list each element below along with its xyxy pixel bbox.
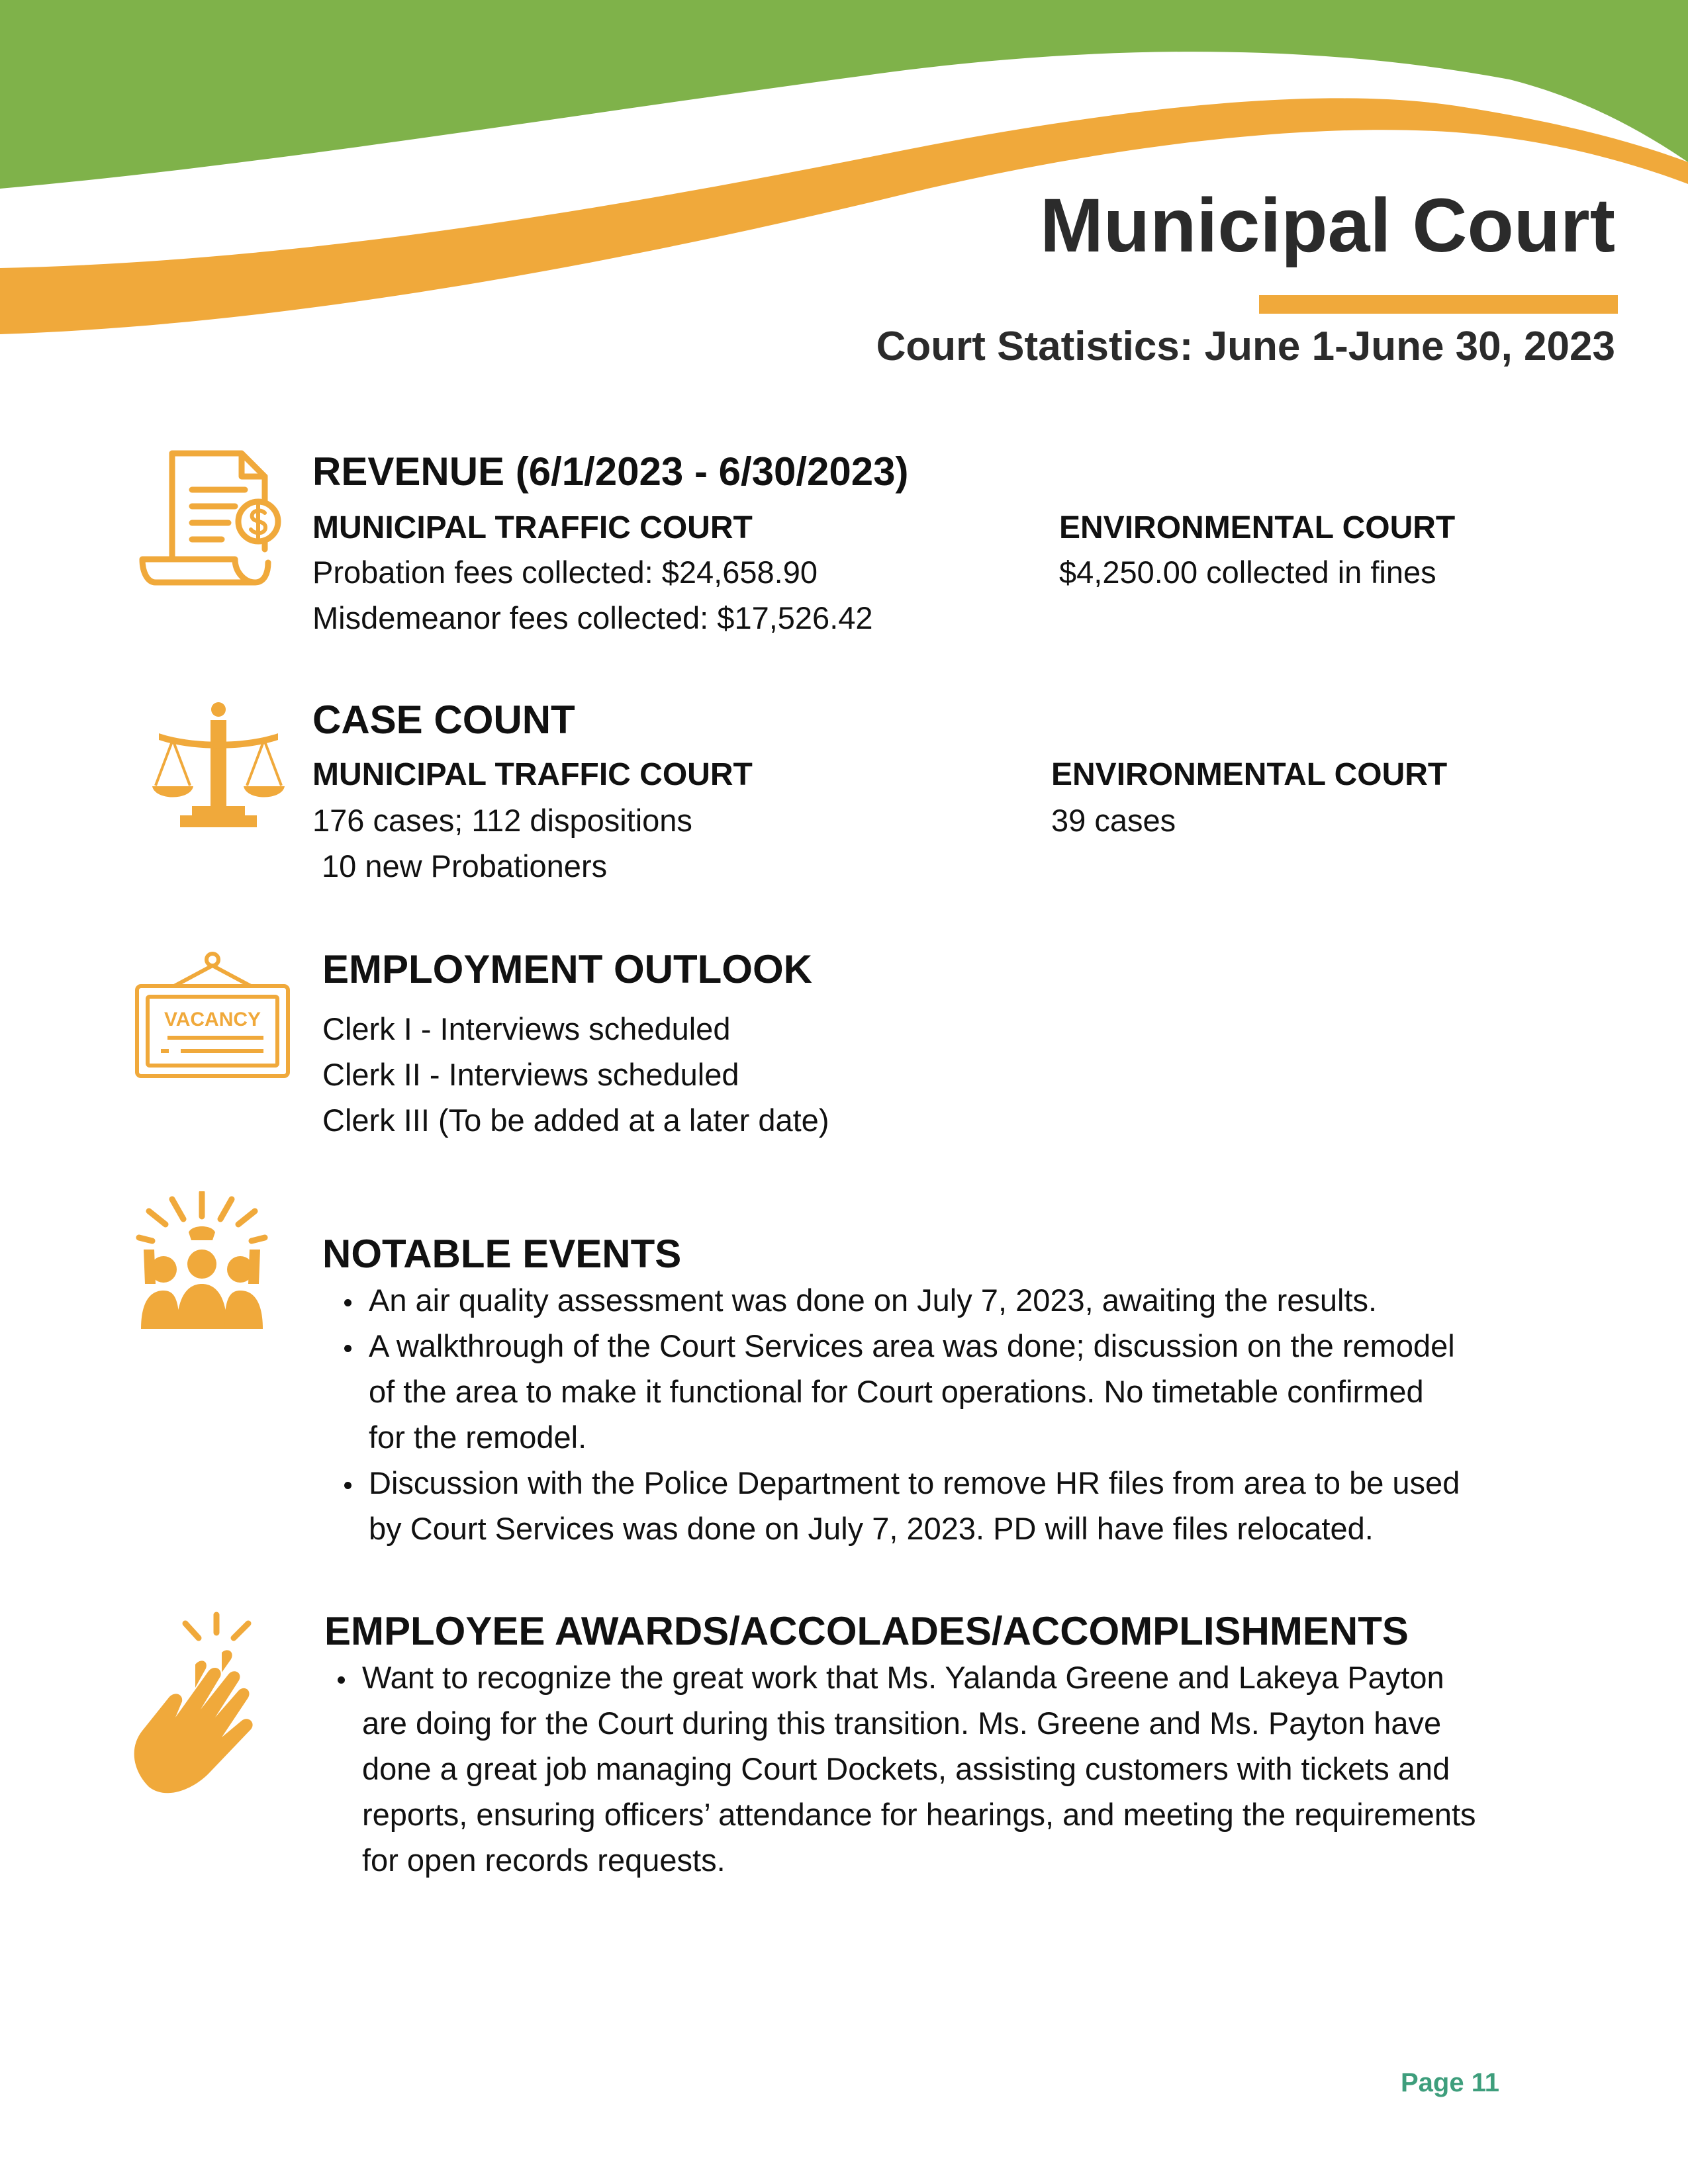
green-wave <box>0 0 1688 189</box>
vacancy-sign-icon <box>134 952 291 1079</box>
event-item <box>332 1460 1460 1551</box>
event-line: for the remodel. <box>369 1420 587 1455</box>
awards-heading: EMPLOYEE AWARDS/ACCOLADES/ACCOMPLISHMENTS <box>324 1609 1409 1653</box>
awards-list <box>326 1655 1476 1883</box>
award-line: are doing for the Court during this transition. Ms. Greene and Ms. Payton have <box>362 1706 1442 1741</box>
celebrating-people-icon <box>136 1191 268 1329</box>
event-line: of the area to make it functional for Court operations. No timetable confirmed <box>369 1374 1424 1409</box>
event-line: by Court Services was done on July 7, 2023. PD will have files relocated. <box>369 1511 1374 1546</box>
revenue-traffic-lines <box>312 549 873 641</box>
environmental-cases-text: 39 cases <box>1051 803 1176 838</box>
event-line: An air quality assessment was done on July 7, 2023, awaiting the results. <box>369 1283 1378 1318</box>
page-subtitle: Court Statistics: June 1-June 30, 2023 <box>876 324 1615 369</box>
new-probationers-text: 10 new Probationers <box>322 848 608 884</box>
clapping-hands-icon <box>129 1612 271 1797</box>
case-environmental-label: ENVIRONMENTAL COURT <box>1051 757 1448 792</box>
clerk-ii-text: Clerk II - Interviews scheduled <box>322 1057 739 1092</box>
award-line: done a great job managing Court Dockets, assisting customers with tickets and <box>362 1751 1450 1786</box>
case-environmental-lines <box>1051 797 1176 843</box>
event-item <box>332 1323 1460 1460</box>
events-list <box>332 1277 1460 1551</box>
cases-dispositions-text: 176 cases; 112 dispositions <box>312 803 692 838</box>
event-item <box>332 1277 1460 1323</box>
scales-of-justice-icon <box>152 702 285 831</box>
page-number: Page 11 <box>1400 2068 1499 2097</box>
events-heading: NOTABLE EVENTS <box>322 1232 682 1276</box>
page-title: Municipal Court <box>1040 183 1615 268</box>
case-traffic-label: MUNICIPAL TRAFFIC COURT <box>312 757 753 792</box>
award-line: for open records requests. <box>362 1843 726 1878</box>
employment-heading: EMPLOYMENT OUTLOOK <box>322 947 812 991</box>
award-line: reports, ensuring officers’ attendance for hearings, and meeting the requirements <box>362 1797 1476 1832</box>
award-line: Want to recognize the great work that Ms. Yalanda Greene and Lakeya Payton <box>362 1660 1444 1695</box>
case-count-heading: CASE COUNT <box>312 698 575 742</box>
vacancy-sign-text: VACANCY <box>164 1009 261 1030</box>
clerk-i-text: Clerk I - Interviews scheduled <box>322 1011 731 1046</box>
employment-lines <box>322 1006 829 1143</box>
probation-fees-text: Probation fees collected: $24,658.90 <box>312 555 818 590</box>
clerk-iii-text: Clerk III (To be added at a later date) <box>322 1103 829 1138</box>
misdemeanor-fees-text: Misdemeanor fees collected: $17,526.42 <box>312 600 873 635</box>
event-line: A walkthrough of the Court Services area was done; discussion on the remodel <box>369 1328 1455 1363</box>
revenue-traffic-label: MUNICIPAL TRAFFIC COURT <box>312 510 753 545</box>
document-dollar-icon <box>136 450 288 586</box>
revenue-heading: REVENUE (6/1/2023 - 6/30/2023) <box>312 449 909 494</box>
case-traffic-lines <box>312 797 692 889</box>
revenue-environmental-lines <box>1059 549 1436 595</box>
fines-collected-text: $4,250.00 collected in fines <box>1059 555 1436 590</box>
award-item <box>326 1655 1476 1883</box>
event-line: Discussion with the Police Department to remove HR files from area to be used <box>369 1465 1460 1500</box>
title-underline <box>1259 295 1618 314</box>
revenue-environmental-label: ENVIRONMENTAL COURT <box>1059 510 1456 545</box>
